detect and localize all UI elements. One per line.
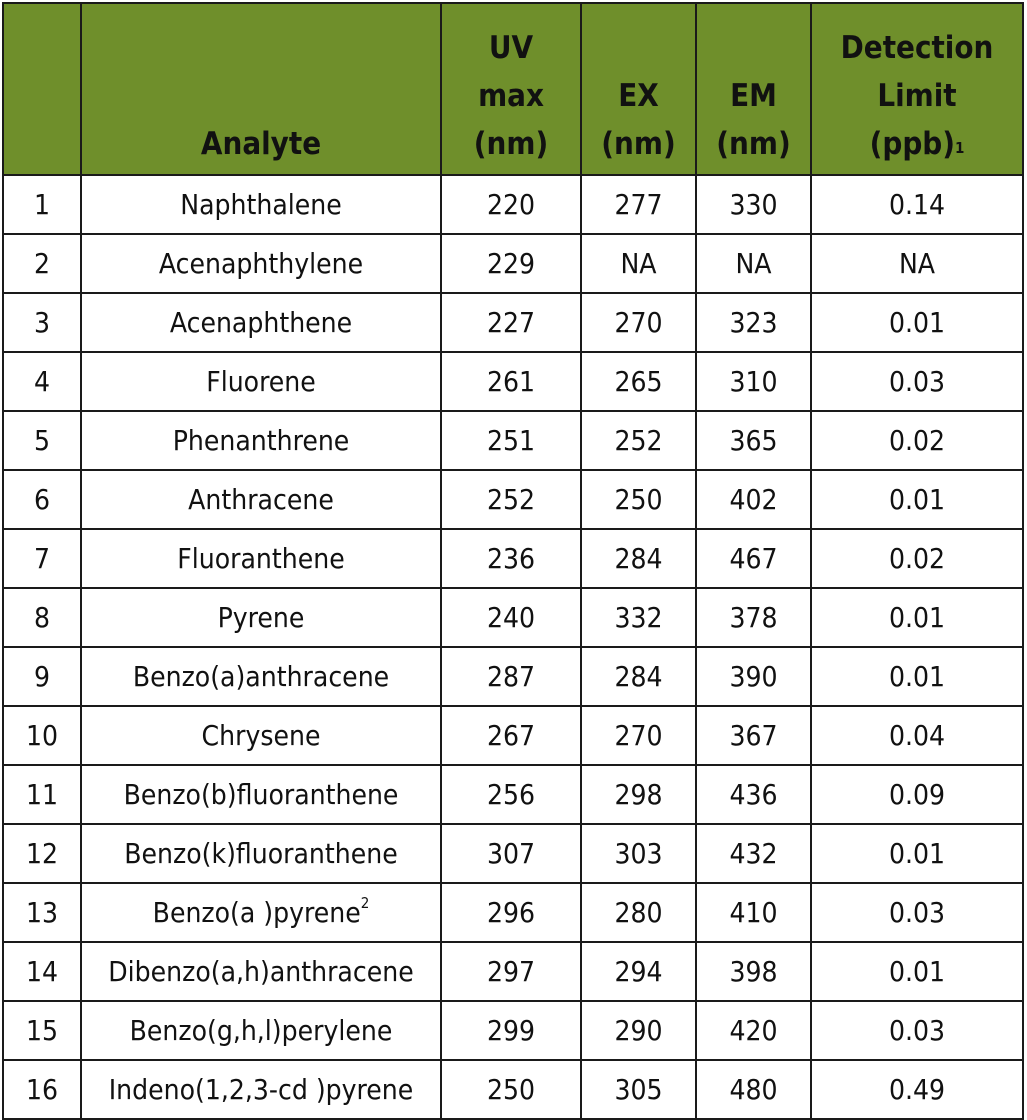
row-number-cell (3, 883, 81, 942)
row-number-cell (3, 293, 81, 352)
row-number: 7 (33, 542, 51, 575)
em-value-cell (696, 647, 811, 706)
row-number-cell (3, 706, 81, 765)
analyte-name-cell (81, 175, 441, 234)
ex-value: 290 (614, 1014, 663, 1047)
detection-limit-value-cell (811, 883, 1023, 942)
uv-max-value-cell (441, 1060, 581, 1119)
em-value: 480 (729, 1073, 778, 1106)
table-row (3, 706, 1023, 765)
uv-max-value: 261 (486, 365, 536, 398)
table-row (3, 234, 1023, 293)
row-number: 16 (25, 1073, 59, 1106)
header-number (3, 3, 81, 175)
ex-value: 277 (614, 188, 663, 221)
detection-limit-value: 0.01 (888, 955, 946, 988)
row-number: 14 (25, 955, 59, 988)
table-row (3, 529, 1023, 588)
uv-max-value-cell (441, 175, 581, 234)
em-value-cell (696, 824, 811, 883)
em-value-cell (696, 706, 811, 765)
detection-limit-value-cell (811, 647, 1023, 706)
row-number: 4 (33, 365, 51, 398)
ex-value: 270 (614, 306, 663, 339)
row-number: 8 (33, 601, 51, 634)
em-value: 436 (729, 778, 778, 811)
ex-value: 298 (614, 778, 663, 811)
ex-value-cell (581, 883, 696, 942)
ex-value-cell (581, 765, 696, 824)
detection-limit-value-cell (811, 706, 1023, 765)
detection-limit-value: 0.02 (888, 424, 946, 457)
ex-value-cell (581, 1001, 696, 1060)
header-uv-max (441, 3, 581, 175)
em-value: 330 (729, 188, 778, 221)
ex-value-cell (581, 411, 696, 470)
detection-limit-value: 0.01 (888, 601, 946, 634)
ex-value: 303 (614, 837, 663, 870)
detection-limit-value: 0.49 (888, 1073, 946, 1106)
analyte-name-cell (81, 1001, 441, 1060)
analyte-name-cell (81, 824, 441, 883)
em-value-cell (696, 470, 811, 529)
row-number: 2 (33, 247, 51, 280)
ex-value: 284 (614, 542, 663, 575)
detection-limit-value: 0.03 (888, 1014, 946, 1047)
uv-max-value: 229 (486, 247, 536, 280)
ex-value-cell (581, 293, 696, 352)
uv-max-value: 267 (486, 719, 536, 752)
ex-value: 250 (614, 483, 663, 516)
row-number: 3 (33, 306, 51, 339)
uv-max-value: 220 (486, 188, 536, 221)
uv-max-value-cell (441, 352, 581, 411)
ex-value-cell (581, 234, 696, 293)
uv-max-value-cell (441, 293, 581, 352)
table-row (3, 470, 1023, 529)
detection-limit-value-cell (811, 234, 1023, 293)
table-row (3, 588, 1023, 647)
uv-max-value: 227 (486, 306, 536, 339)
header-analyte-label: Analyte (200, 126, 322, 162)
detection-limit-value: NA (898, 247, 936, 280)
analyte-name: Acenaphthene (169, 306, 353, 339)
analyte-name-cell (81, 470, 441, 529)
table-row (3, 647, 1023, 706)
analyte-name-cell (81, 1060, 441, 1119)
detection-limit-value-cell (811, 175, 1023, 234)
analyte-name: Indeno(1,2,3-cd )pyrene (108, 1073, 414, 1106)
uv-max-value-cell (441, 234, 581, 293)
header-detection-limit-label: Detection Limit (ppb) (840, 30, 994, 162)
row-number-cell (3, 352, 81, 411)
analyte-name-cell (81, 706, 441, 765)
analyte-name: Pyrene (217, 601, 305, 634)
uv-max-value: 251 (486, 424, 536, 457)
analyte-name: Benzo(a)anthracene (132, 660, 390, 693)
em-value-cell (696, 293, 811, 352)
row-number: 10 (25, 719, 59, 752)
analyte-name-cell (81, 942, 441, 1001)
detection-limit-value: 0.03 (888, 365, 946, 398)
uv-max-value: 287 (486, 660, 536, 693)
analyte-name: Benzo(g,h,l)perylene (129, 1014, 393, 1047)
footnote-marker: 2 (360, 894, 370, 912)
pah-analyte-table (2, 2, 1024, 1120)
row-number: 12 (25, 837, 59, 870)
uv-max-value-cell (441, 529, 581, 588)
detection-limit-value: 0.01 (888, 483, 946, 516)
em-value: 398 (729, 955, 778, 988)
ex-value-cell (581, 470, 696, 529)
uv-max-value: 236 (486, 542, 536, 575)
detection-limit-value: 0.01 (888, 306, 946, 339)
detection-limit-value: 0.04 (888, 719, 946, 752)
detection-limit-value-cell (811, 293, 1023, 352)
ex-value: 284 (614, 660, 663, 693)
em-value-cell (696, 1060, 811, 1119)
detection-limit-value: 0.01 (888, 660, 946, 693)
em-value: 410 (729, 896, 778, 929)
analyte-name: Acenaphthylene (158, 247, 364, 280)
uv-max-value-cell (441, 470, 581, 529)
row-number: 11 (25, 778, 59, 811)
footnote-marker: 1 (955, 139, 965, 157)
row-number: 13 (25, 896, 59, 929)
row-number-cell (3, 411, 81, 470)
uv-max-value-cell (441, 765, 581, 824)
ex-value-cell (581, 824, 696, 883)
header-detection-limit (811, 3, 1023, 175)
ex-value-cell (581, 647, 696, 706)
analyte-name-cell (81, 883, 441, 942)
analyte-name: Benzo(a )pyrene (152, 896, 361, 929)
detection-limit-value-cell (811, 470, 1023, 529)
table-row (3, 942, 1023, 1001)
em-value-cell (696, 765, 811, 824)
ex-value-cell (581, 1060, 696, 1119)
analyte-name-cell (81, 529, 441, 588)
ex-value-cell (581, 175, 696, 234)
em-value: 378 (729, 601, 778, 634)
uv-max-value-cell (441, 1001, 581, 1060)
detection-limit-value-cell (811, 942, 1023, 1001)
uv-max-value: 307 (486, 837, 536, 870)
analyte-name-cell (81, 647, 441, 706)
ex-value-cell (581, 706, 696, 765)
uv-max-value: 240 (486, 601, 536, 634)
em-value: 323 (729, 306, 778, 339)
analyte-name-cell (81, 588, 441, 647)
detection-limit-value: 0.14 (888, 188, 946, 221)
row-number-cell (3, 234, 81, 293)
detection-limit-value: 0.09 (888, 778, 946, 811)
analyte-name: Benzo(k)fluoranthene (124, 837, 398, 870)
detection-limit-value-cell (811, 588, 1023, 647)
ex-value: 332 (614, 601, 663, 634)
ex-value: NA (620, 247, 657, 280)
em-value-cell (696, 234, 811, 293)
analyte-name: Dibenzo(a,h)anthracene (108, 955, 414, 988)
uv-max-value: 256 (486, 778, 536, 811)
ex-value-cell (581, 942, 696, 1001)
analyte-name-cell (81, 411, 441, 470)
header-ex (581, 3, 696, 175)
uv-max-value: 252 (486, 483, 536, 516)
em-value-cell (696, 588, 811, 647)
uv-max-value: 299 (486, 1014, 536, 1047)
uv-max-value-cell (441, 706, 581, 765)
table-row (3, 883, 1023, 942)
uv-max-value-cell (441, 883, 581, 942)
row-number: 9 (33, 660, 51, 693)
table-row (3, 293, 1023, 352)
detection-limit-value: 0.01 (888, 837, 946, 870)
header-em-label: EM (nm) (716, 78, 791, 162)
em-value-cell (696, 883, 811, 942)
analyte-name: Naphthalene (180, 188, 342, 221)
ex-value: 280 (614, 896, 663, 929)
table-row (3, 352, 1023, 411)
ex-value: 270 (614, 719, 663, 752)
uv-max-value: 250 (486, 1073, 536, 1106)
row-number-cell (3, 765, 81, 824)
header-em (696, 3, 811, 175)
em-value: 310 (729, 365, 778, 398)
row-number-cell (3, 175, 81, 234)
ex-value: 252 (614, 424, 663, 457)
detection-limit-value: 0.03 (888, 896, 946, 929)
row-number-cell (3, 824, 81, 883)
table-row (3, 411, 1023, 470)
em-value-cell (696, 175, 811, 234)
analyte-name: Fluoranthene (177, 542, 345, 575)
table-row (3, 1060, 1023, 1119)
row-number-cell (3, 942, 81, 1001)
row-number: 6 (33, 483, 51, 516)
em-value-cell (696, 352, 811, 411)
em-value: 402 (729, 483, 778, 516)
ex-value-cell (581, 588, 696, 647)
em-value: 467 (729, 542, 778, 575)
header-uv-max-label: UV max (nm) (473, 30, 549, 162)
em-value: 432 (729, 837, 778, 870)
analyte-name: Phenanthrene (172, 424, 350, 457)
row-number-cell (3, 470, 81, 529)
analyte-name-cell (81, 765, 441, 824)
ex-value-cell (581, 529, 696, 588)
detection-limit-value: 0.02 (888, 542, 946, 575)
em-value: 367 (729, 719, 778, 752)
table-row (3, 765, 1023, 824)
em-value-cell (696, 942, 811, 1001)
row-number-cell (3, 1001, 81, 1060)
header-analyte (81, 3, 441, 175)
analyte-name-cell (81, 293, 441, 352)
em-value-cell (696, 411, 811, 470)
row-number-cell (3, 529, 81, 588)
table-row (3, 824, 1023, 883)
analyte-name-cell (81, 234, 441, 293)
uv-max-value-cell (441, 411, 581, 470)
ex-value: 294 (614, 955, 663, 988)
analyte-name: Anthracene (188, 483, 334, 516)
uv-max-value-cell (441, 588, 581, 647)
header-row (3, 3, 1023, 175)
row-number-cell (3, 647, 81, 706)
row-number: 5 (33, 424, 51, 457)
em-value-cell (696, 529, 811, 588)
em-value: 420 (729, 1014, 778, 1047)
detection-limit-value-cell (811, 765, 1023, 824)
em-value: 390 (729, 660, 778, 693)
analyte-name: Fluorene (206, 365, 316, 398)
uv-max-value-cell (441, 824, 581, 883)
header-ex-label: EX (nm) (601, 78, 676, 162)
table-row (3, 1001, 1023, 1060)
row-number: 1 (33, 188, 51, 221)
ex-value: 305 (614, 1073, 663, 1106)
detection-limit-value-cell (811, 1060, 1023, 1119)
row-number-cell (3, 1060, 81, 1119)
em-value-cell (696, 1001, 811, 1060)
analyte-name: Chrysene (201, 719, 321, 752)
uv-max-value-cell (441, 942, 581, 1001)
row-number: 15 (25, 1014, 59, 1047)
table-row (3, 175, 1023, 234)
uv-max-value: 297 (486, 955, 536, 988)
analyte-name: Benzo(b)fluoranthene (123, 778, 399, 811)
table-body (3, 175, 1023, 1119)
detection-limit-value-cell (811, 352, 1023, 411)
detection-limit-value-cell (811, 1001, 1023, 1060)
detection-limit-value-cell (811, 529, 1023, 588)
ex-value-cell (581, 352, 696, 411)
detection-limit-value-cell (811, 411, 1023, 470)
em-value: NA (735, 247, 772, 280)
ex-value: 265 (614, 365, 663, 398)
uv-max-value-cell (441, 647, 581, 706)
uv-max-value: 296 (486, 896, 536, 929)
em-value: 365 (729, 424, 778, 457)
analyte-name-cell (81, 352, 441, 411)
detection-limit-value-cell (811, 824, 1023, 883)
row-number-cell (3, 588, 81, 647)
